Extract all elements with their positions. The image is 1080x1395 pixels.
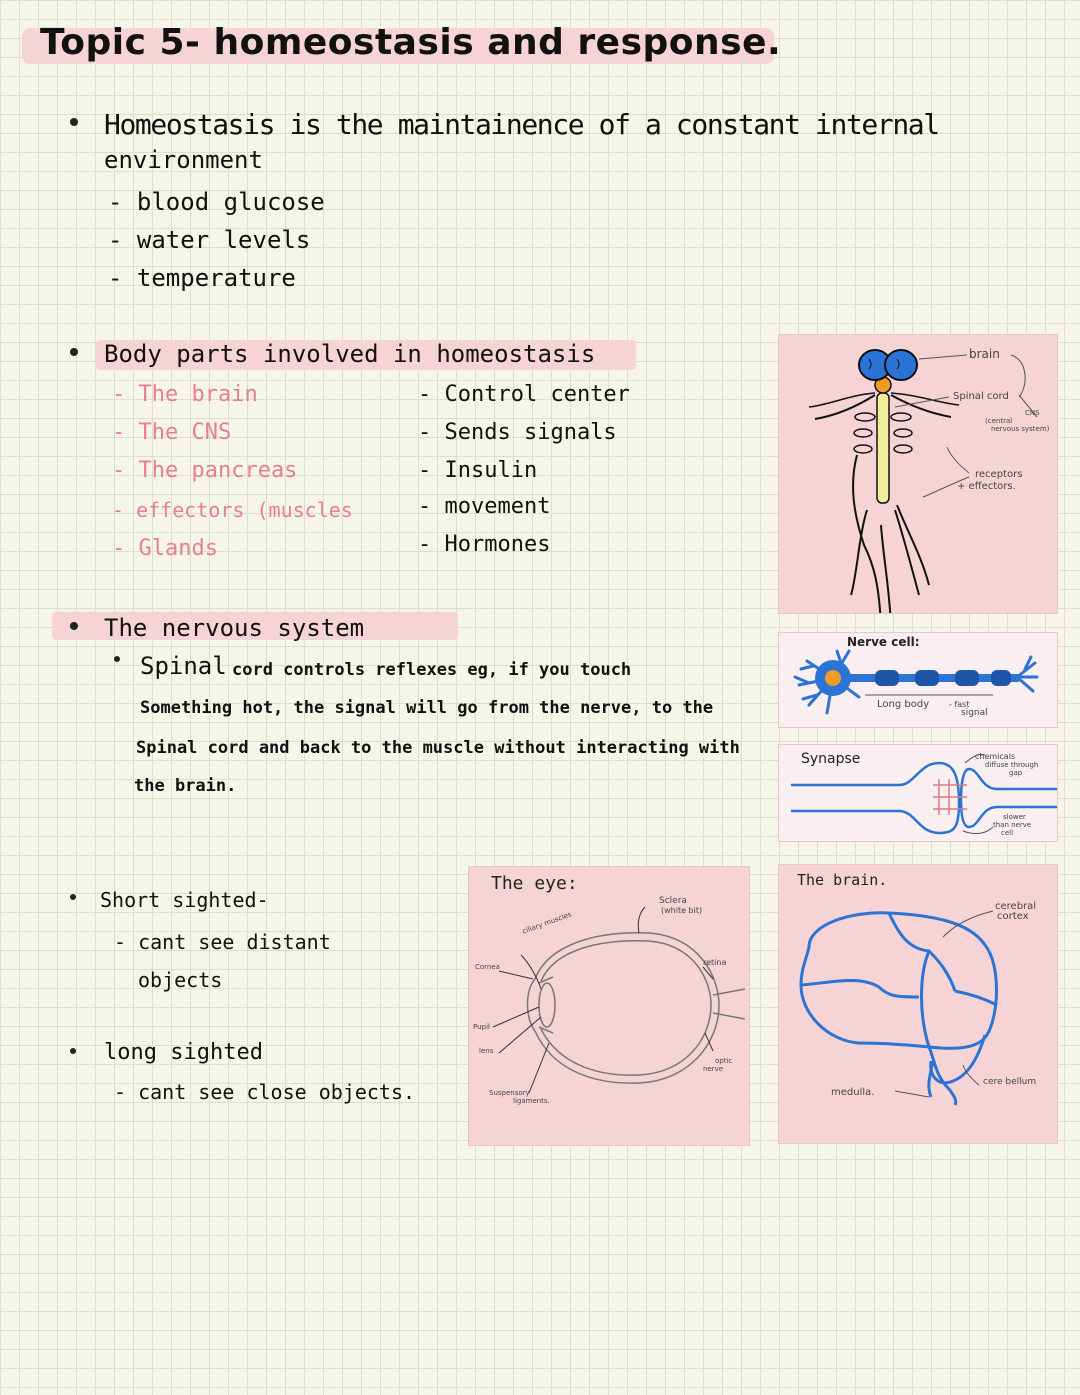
nerve-cell-card: [778, 632, 1058, 728]
body-part-role: - Insulin: [418, 458, 538, 483]
synapse-title: Synapse: [801, 751, 861, 767]
brain-diagram-card: [778, 864, 1058, 1144]
reflex-text: Something hot, the signal will go from the nerve, to the: [140, 698, 714, 718]
eye-label-optic-nerve: optic: [715, 1057, 733, 1065]
eye-label-suspensory: ligaments.: [513, 1097, 550, 1105]
homeostasis-definition-cont: environment: [104, 146, 263, 174]
cns-diagram-card: [778, 334, 1058, 614]
body-parts-heading: Body parts involved in homeostasis: [104, 340, 596, 368]
cns-label-cns-full: nervous system): [991, 425, 1050, 433]
body-part-item: - The pancreas: [112, 458, 298, 483]
synapse-label-slower: slower: [1003, 813, 1026, 821]
body-part-role: - movement: [418, 494, 551, 519]
eye-label-lens: lens: [479, 1047, 494, 1055]
brain-label-cerebral-cortex: cerebral: [995, 901, 1037, 912]
nerve-cell-title: Nerve cell:: [847, 635, 920, 649]
nervous-heading: The nervous system: [104, 614, 365, 642]
brain-title: The brain.: [797, 871, 888, 889]
body-part-item: - The CNS: [112, 420, 232, 445]
eye-label-sclera: Sclera: [659, 896, 687, 906]
eye-label-ciliary: ciliary muscles: [521, 910, 573, 936]
bullet: [70, 1048, 76, 1054]
reflex-text: the brain.: [134, 776, 237, 796]
homeostasis-definition: Homeostasis is the maintainence of a constant internal: [104, 108, 939, 141]
long-sighted-heading: long sighted: [104, 1040, 263, 1065]
eye-title: The eye:: [491, 873, 578, 894]
bullet: [70, 622, 78, 630]
synapse-label-slower: than nerve: [993, 821, 1032, 829]
eye-label-suspensory: Suspensory: [489, 1089, 530, 1097]
nerve-cell-label-fast: - fast: [949, 700, 970, 709]
eye-label-sclera: (white bit): [661, 906, 703, 915]
long-sighted-detail: - cant see close objects.: [114, 1080, 416, 1104]
body-part-item: - effectors (muscles: [112, 498, 353, 522]
bullet: [114, 656, 120, 662]
eye-label-cornea: Cornea: [475, 963, 500, 971]
body-part-item: - Glands: [112, 536, 218, 561]
eye-diagram-card: [468, 866, 750, 1146]
reflex-text: cord controls reflexes eg, if you touch: [232, 660, 632, 680]
cns-label-cns: CNS: [1025, 409, 1040, 417]
body-part-role: - Hormones: [418, 532, 551, 557]
brain-label-cerebellum: cere bellum: [983, 1077, 1037, 1087]
reflex-text: Spinal cord and back to the muscle without interacting with: [136, 738, 740, 758]
homeostasis-item: - temperature: [108, 264, 296, 292]
synapse-label-chemicals: diffuse through: [985, 761, 1039, 769]
synapse-label-slower: cell: [1001, 829, 1014, 837]
cns-label-brain: brain: [969, 347, 1000, 361]
brain-label-cerebral-cortex: cortex: [997, 911, 1029, 922]
reflex-text-spinal: Spinal: [140, 652, 227, 680]
cns-label-cns-full: (central: [985, 417, 1013, 425]
homeostasis-item: - water levels: [108, 226, 311, 254]
brain-label-medulla: medulla.: [831, 1087, 875, 1098]
bullet: [70, 118, 78, 126]
body-part-role: - Sends signals: [418, 420, 617, 445]
synapse-card: [778, 744, 1058, 842]
homeostasis-item: - blood glucose: [108, 188, 325, 216]
page-title: Topic 5- homeostasis and response.: [40, 22, 782, 63]
body-part-role: - Control center: [418, 382, 630, 407]
eye-label-pupil: Pupil: [473, 1023, 490, 1031]
bullet: [70, 348, 78, 356]
short-sighted-detail: objects: [138, 968, 223, 992]
eye-label-retina: retina: [703, 958, 727, 967]
synapse-label-chemicals: chemicals: [975, 752, 1016, 761]
eye-illustration: [469, 867, 749, 1145]
short-sighted-heading: Short sighted-: [100, 888, 269, 912]
cns-label-effectors: + effectors.: [957, 481, 1016, 492]
eye-label-optic-nerve: nerve: [703, 1065, 724, 1073]
nerve-cell-label-fast: signal: [961, 708, 988, 718]
bullet: [70, 894, 76, 900]
nerve-cell-label-long-body: Long body: [877, 699, 930, 710]
cns-label-receptors: receptors: [975, 469, 1023, 480]
cns-label-spinal-cord: Spinal cord: [953, 391, 1009, 402]
short-sighted-detail: - cant see distant: [114, 930, 331, 954]
body-part-item: - The brain: [112, 382, 258, 407]
synapse-label-chemicals: gap: [1009, 769, 1023, 777]
